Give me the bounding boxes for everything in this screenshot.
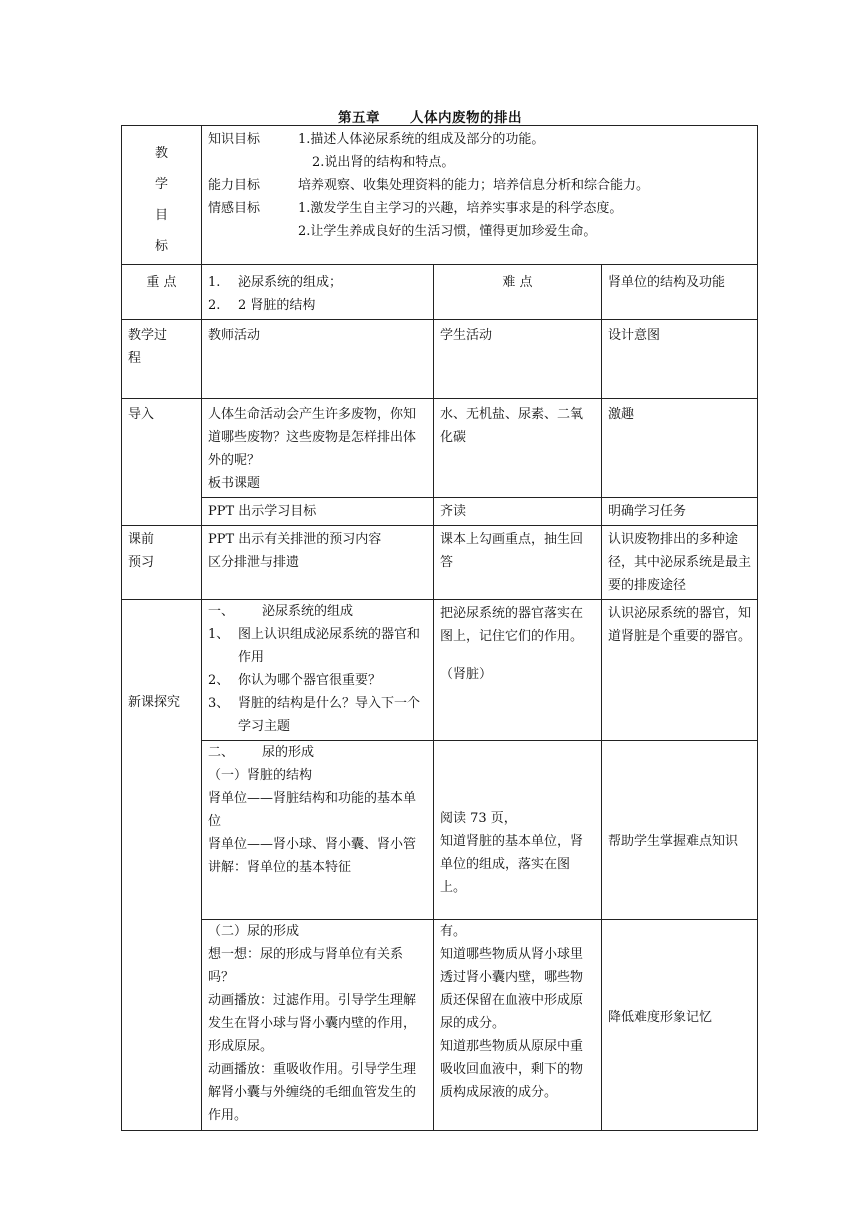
knowledge-objective-1: 1.描述人体泌尿系统的组成及部分的功能。 <box>298 132 545 147</box>
design-intent-header: 设计意图 <box>602 320 758 399</box>
part1-design: 认识泌尿系统的器官，知道肾脏是个重要的器官。 <box>602 600 758 741</box>
part1-heading: 泌尿系统的组成 <box>262 604 354 619</box>
intro-row-b <box>122 498 758 526</box>
objectives-row <box>122 126 758 265</box>
key-points-content: 1. 泌尿系统的组成； 2. 2 肾脏的结构 <box>202 265 434 320</box>
part2-student: 阅读 73 页， 知道肾脏的基本单位，肾单位的组成，落实在图上。 <box>434 741 602 920</box>
part1-student-2: （肾脏） <box>440 667 493 682</box>
process-header-row <box>122 320 758 399</box>
intro-label: 导入 <box>122 399 202 526</box>
part1-item-2: 你认为哪个器官很重要？ <box>238 673 382 688</box>
objectives-content <box>202 126 758 265</box>
preview-teacher: PPT 出示有关排泄的预习内容 区分排泄与排遗 <box>202 526 434 600</box>
part3-student: 有。 知道哪些物质从肾小球里透过肾小囊内壁，哪些物质还保留在血液中形成原尿的成分。 知道那些物质从原尿中重吸收回血液中，剩下的物质构成尿液的成分。 <box>434 920 602 1131</box>
process-label: 教学过程 <box>122 320 202 399</box>
part3-subheading: （二）尿的形成 <box>208 924 300 939</box>
intro-student: 水、无机盐、尿素、二氧化碳 <box>434 399 602 498</box>
student-activity-header: 学生活动 <box>434 320 602 399</box>
key-points-row <box>122 265 758 320</box>
part2-heading: 尿的形成 <box>262 745 315 760</box>
preview-label: 课前 预习 <box>122 526 202 600</box>
key-point-2: 2 肾脏的结构 <box>238 298 316 313</box>
part2-design: 帮助学生掌握难点知识 <box>602 741 758 920</box>
part2-teacher: 二、 尿的形成 （一）肾脏的结构 肾单位——肾脏结构和功能的基本单位 肾单位——肾小球、肾小囊、肾小管 讲解：肾单位的基本特征 <box>202 741 434 920</box>
difficulty-label: 难 点 <box>434 265 602 320</box>
part3-design: 降低难度形象记忆 <box>602 920 758 1131</box>
preview-student: 课本上勾画重点，抽生回答 <box>434 526 602 600</box>
part1-item-3: 肾脏的结构是什么？导入下一个学习主题 <box>238 696 421 734</box>
intro-design-b: 明确学习任务 <box>602 498 758 526</box>
part3-teacher: （二）尿的形成 想一想：尿的形成与肾单位有关系吗？ 动画播放：过滤作用。引导学生理解发生在肾小球与肾小囊内壁的作用，形成原尿。 动画播放：重吸收作用。引导学生理解肾小囊与外缠绕的毛细血管发生的作用。 <box>202 920 434 1131</box>
emotion-objective-1: 1.激发学生自主学习的兴趣，培养实事求是的科学态度。 <box>298 201 623 216</box>
new-lesson-row-2 <box>122 741 758 920</box>
teacher-activity-header: 教师活动 <box>202 320 434 399</box>
knowledge-label: 知识目标 <box>208 132 261 147</box>
intro-design: 激趣 <box>602 399 758 498</box>
intro-row <box>122 399 758 498</box>
difficulty-content: 肾单位的结构及功能 <box>602 265 758 320</box>
new-lesson-label: 新课探究 <box>122 600 202 1131</box>
knowledge-objective-2: 2.说出肾的结构和特点。 <box>312 155 455 170</box>
key-point-1: 泌尿系统的组成； <box>238 275 343 290</box>
key-points-label: 重 点 <box>122 265 202 320</box>
new-lesson-row-1 <box>122 600 758 741</box>
ability-objective: 培养观察、收集处理资料的能力；培养信息分析和综合能力。 <box>298 178 650 193</box>
emotion-label: 情感目标 <box>208 201 261 216</box>
part1-item-1: 图上认识组成泌尿系统的器官和作用 <box>238 627 421 665</box>
preview-row <box>122 526 758 600</box>
intro-teacher-2: 板书课题 <box>208 476 261 491</box>
part1-teacher: 一、 泌尿系统的组成 1、 图上认识组成泌尿系统的器官和作用 2、 你认为哪个器官很重要？ 3、 肾脏的结构是什么？导入下一个学习主题 <box>202 600 434 741</box>
intro-teacher: 人体生命活动会产生许多废物，你知道哪些废物？这些废物是怎样排出体外的呢？ 板书课题 <box>202 399 434 498</box>
part2-subheading: （一）肾脏的结构 <box>208 768 313 783</box>
lesson-plan-table <box>121 125 758 1131</box>
part1-student: 把泌尿系统的器官落实在图上，记住它们的作用。 （肾脏） <box>434 600 602 741</box>
chapter-title: 人体内废物的排出 <box>410 110 522 126</box>
emotion-objective-2: 2.让学生养成良好的生活习惯，懂得更加珍爱生命。 <box>298 224 597 239</box>
new-lesson-row-3 <box>122 920 758 1131</box>
intro-teacher-b: PPT 出示学习目标 <box>202 498 434 526</box>
page-title <box>0 106 860 126</box>
intro-student-b: 齐读 <box>434 498 602 526</box>
chapter-label: 第五章 <box>338 110 380 126</box>
ability-label: 能力目标 <box>208 178 261 193</box>
preview-design: 认识废物排出的多种途径，其中泌尿系统是最主要的排废途径 <box>602 526 758 600</box>
objectives-label: 教 学 目 标 <box>122 126 202 265</box>
